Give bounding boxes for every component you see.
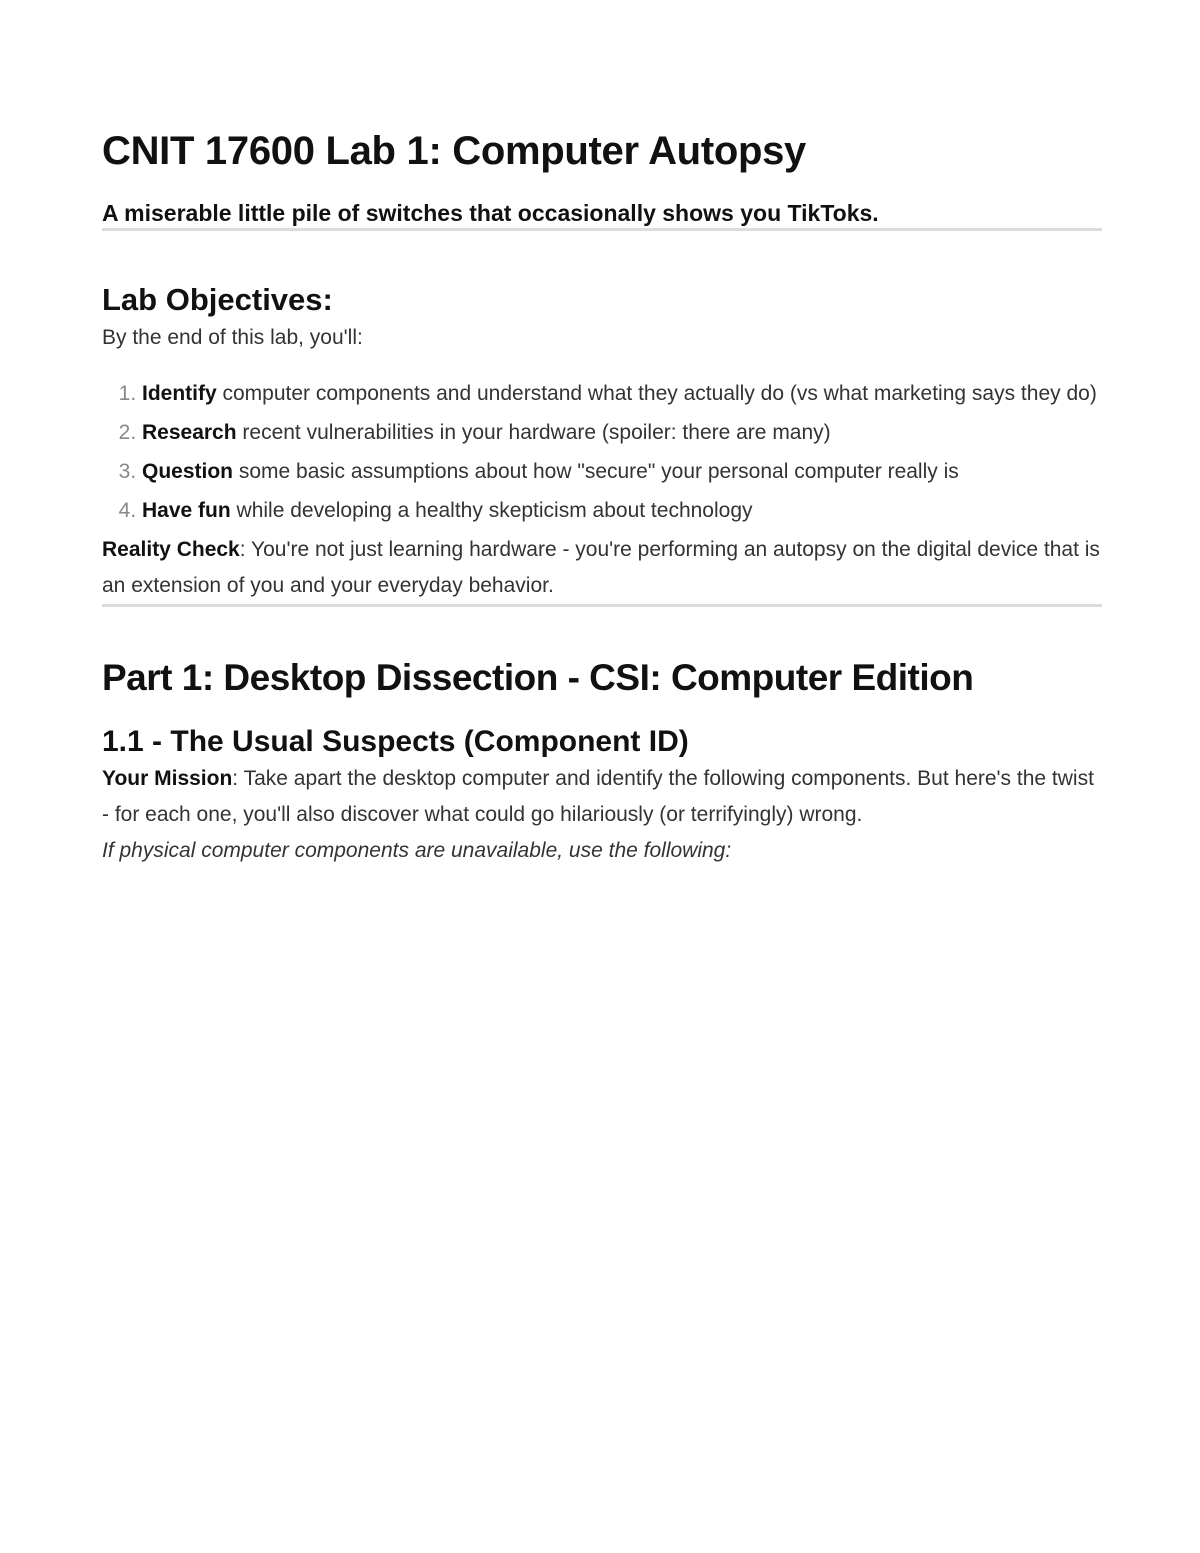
horizontal-divider — [102, 228, 1102, 231]
objective-text: while developing a healthy skepticism about technology — [230, 499, 753, 522]
reality-check-label: Reality Check — [102, 538, 240, 561]
fallback-note: If physical computer components are unavailable, use the following: — [102, 839, 732, 862]
objective-term: Have fun — [142, 499, 231, 522]
objectives-intro: By the end of this lab, you'll: — [102, 326, 363, 349]
list-item — [142, 493, 1100, 529]
objective-text: some basic assumptions about how "secure" your personal computer really is — [233, 460, 959, 483]
reality-check-text: : You're not just learning hardware - you're performing an autopsy on the digital device that is an extension of you and your everyday behavior. — [102, 538, 1100, 597]
list-item — [142, 415, 1100, 451]
objectives-list — [102, 376, 1100, 529]
list-item — [142, 454, 1100, 490]
objective-term: Identify — [142, 382, 217, 405]
objectives-heading: Lab Objectives: — [102, 282, 333, 317]
mission-text: : Take apart the desktop computer and identify the following components. But here's the twist - for each one, you'll also discover what could go hilariously (or terrifyingly) wrong. — [102, 767, 1094, 826]
objective-term: Question — [142, 460, 234, 483]
objective-text: recent vulnerabilities in your hardware (spoiler: there are many) — [236, 421, 831, 444]
part1-title: Part 1: Desktop Dissection - CSI: Computer Edition — [102, 657, 974, 698]
objective-term: Research — [142, 421, 237, 444]
section-1-1-title: 1.1 - The Usual Suspects (Component ID) — [102, 725, 689, 758]
document-title: CNIT 17600 Lab 1: Computer Autopsy — [102, 129, 806, 173]
list-item — [142, 376, 1100, 412]
mission-paragraph — [102, 761, 1100, 833]
mission-label: Your Mission — [102, 767, 233, 790]
document-subtitle: A miserable little pile of switches that occasionally shows you TikToks. — [102, 200, 879, 226]
reality-check-paragraph — [102, 532, 1100, 604]
horizontal-divider — [102, 604, 1102, 607]
objective-text: computer components and understand what they actually do (vs what marketing says they do) — [216, 382, 1097, 405]
